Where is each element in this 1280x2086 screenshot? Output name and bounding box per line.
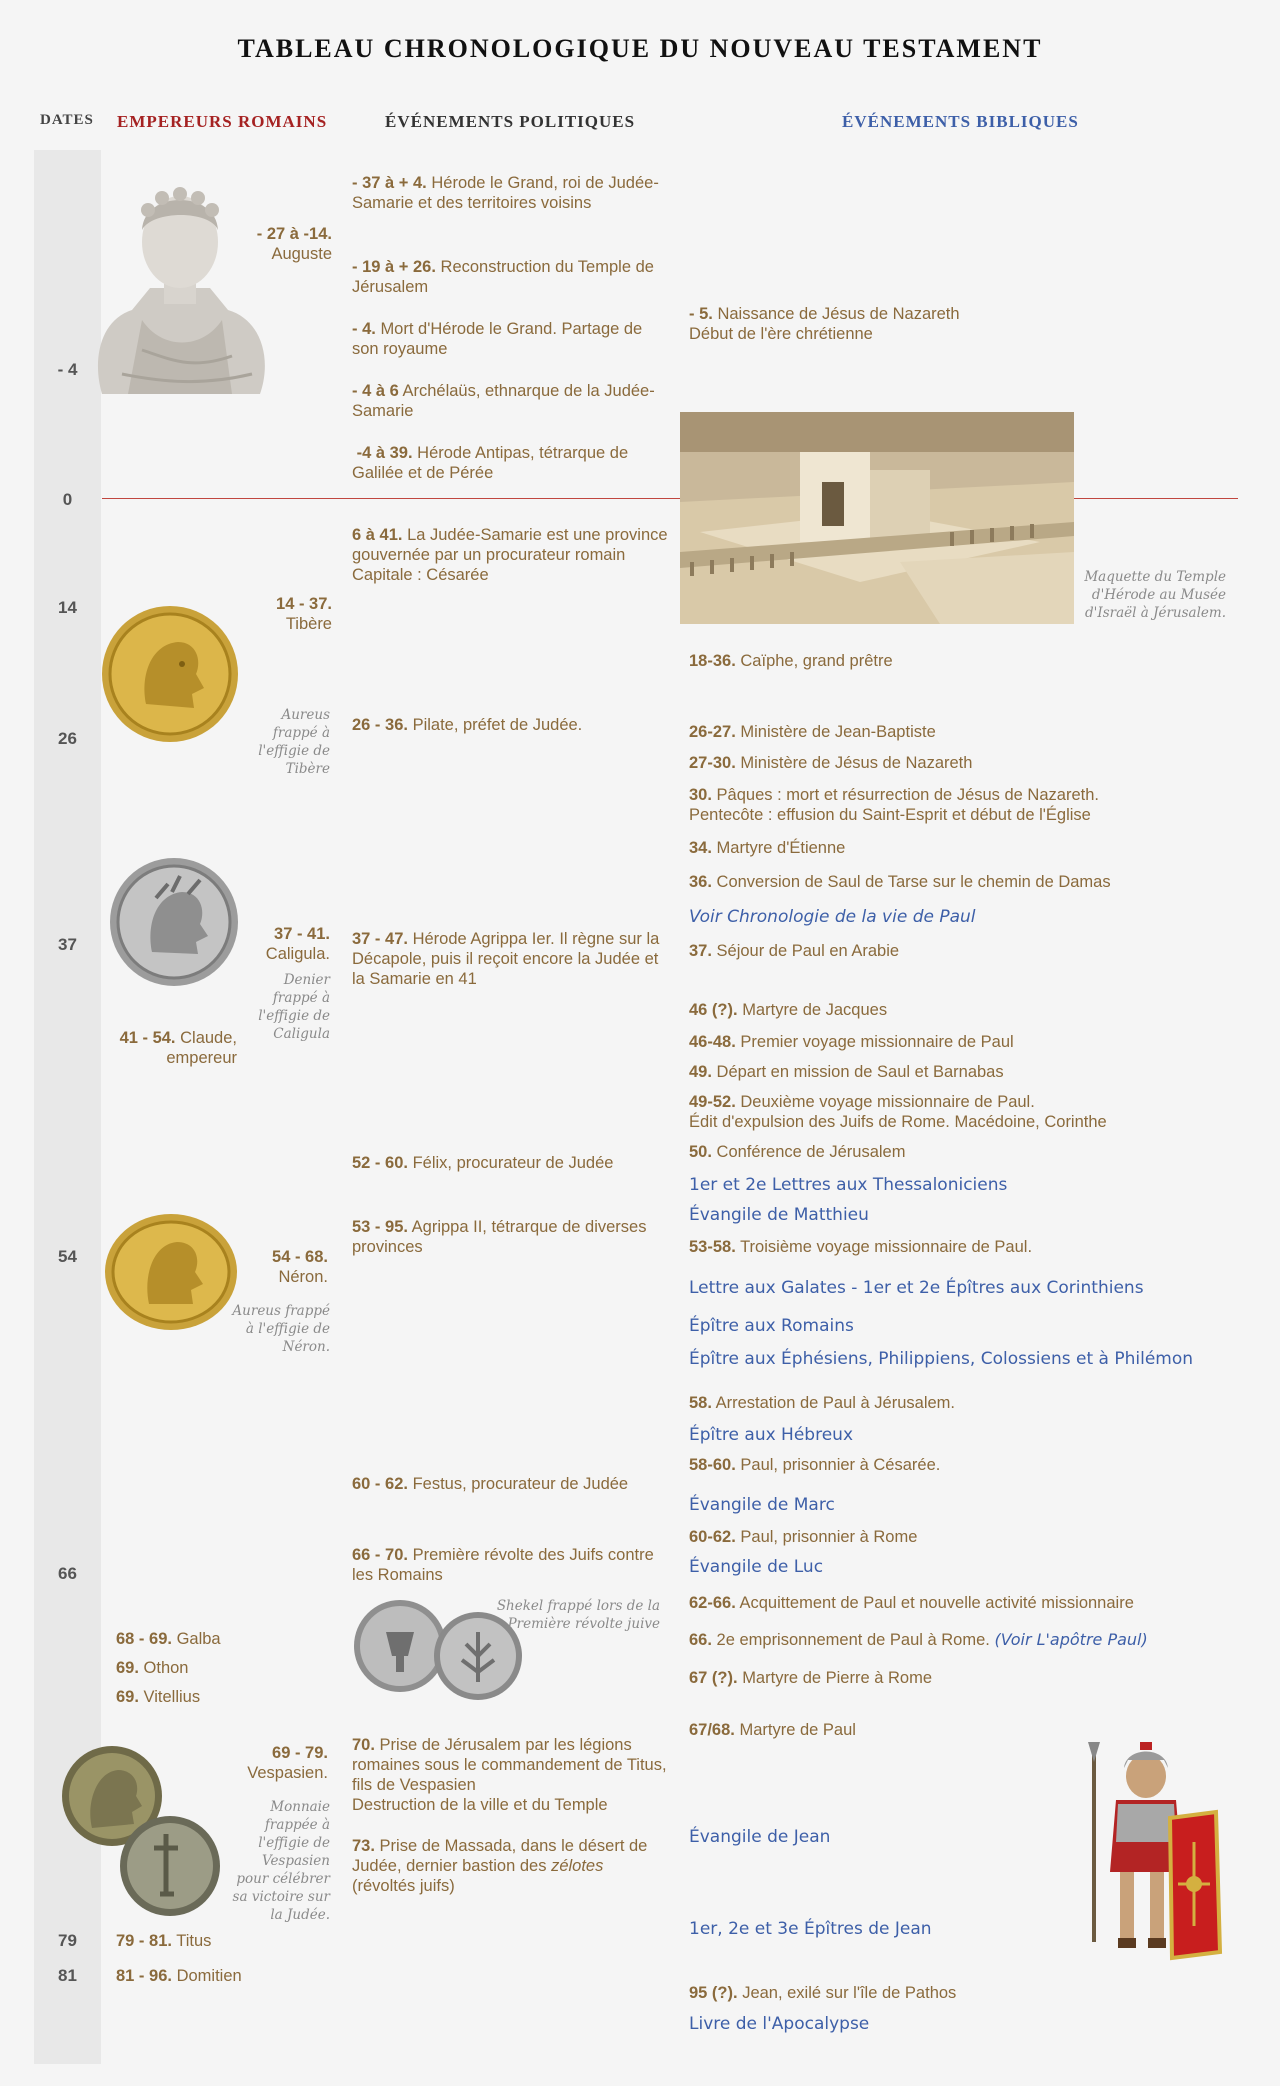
date-label: 54 — [58, 1247, 77, 1266]
emperor-entry: 41 - 54. Claude, empereur — [119, 1029, 237, 1067]
biblical-event: 46 (?). Martyre de Jacques — [689, 1001, 888, 1019]
biblical-event: 67/68. Martyre de Paul — [689, 1721, 856, 1739]
vespasian-caption: Monnaie frappée à l'effigie de Vespasien pour célébrer sa victoire sur la Judée. — [232, 1799, 330, 1923]
vespasian-coins-image — [56, 1744, 232, 1920]
emperor-entry: 69. Othon — [116, 1659, 189, 1677]
biblical-event: - 5. Naissance de Jésus de Nazareth Début de l'ère chrétienne — [689, 305, 960, 343]
biblical-event: 58. Arrestation de Paul à Jérusalem. — [689, 1394, 955, 1412]
political-event: 52 - 60. Félix, procurateur de Judée — [352, 1154, 614, 1172]
link-apocalypse[interactable]: Livre de l'Apocalypse — [689, 2014, 870, 2034]
header-dates: DATES — [40, 112, 94, 128]
political-event: 37 - 47. Hérode Agrippa Ier. Il règne sur la Décapole, puis il reçoit encore la Judée et la Samarie en 41 — [352, 930, 660, 988]
link-romains[interactable]: Épître aux Romains — [689, 1316, 854, 1336]
biblical-event: 27-30. Ministère de Jésus de Nazareth — [689, 754, 973, 772]
date-label: - 4 — [57, 360, 78, 379]
shekel-caption: Shekel frappé lors de la Première révolte juive — [496, 1598, 660, 1632]
political-event: 70. Prise de Jérusalem par les légions romaines sous le commandement de Titus, fils de Vespasien Destruction de la ville et du Temple — [352, 1736, 667, 1814]
link-epitres-jean[interactable]: 1er, 2e et 3e Épîtres de Jean — [689, 1919, 932, 1939]
biblical-event: 30. Pâques : mort et résurrection de Jésus de Nazareth. Pentecôte : effusion du Saint-Esprit et début de l'Église — [689, 786, 1099, 824]
caligula-caption: Denier frappé à l'effigie de Caligula — [258, 972, 330, 1042]
emperor-entry: - 27 à -14. Auguste — [256, 225, 332, 263]
political-event: -4 à 39. Hérode Antipas, tétrarque de Galilée et de Pérée — [352, 444, 629, 482]
augustus-bust-image — [82, 160, 278, 394]
date-label: 37 — [58, 935, 77, 954]
nero-coin-image — [103, 1212, 239, 1332]
biblical-event: 95 (?). Jean, exilé sur l'île de Pathos — [689, 1984, 957, 2002]
political-event: - 37 à + 4. Hérode le Grand, roi de Judée-Samarie et des territoires voisins — [352, 174, 659, 212]
biblical-event: 18-36. Caïphe, grand prêtre — [689, 652, 893, 670]
political-event: 60 - 62. Festus, procurateur de Judée — [352, 1475, 629, 1493]
biblical-event: 60-62. Paul, prisonnier à Rome — [689, 1528, 918, 1546]
emperor-entry: 54 - 68. Néron. — [272, 1248, 328, 1286]
temple-caption: Maquette du Temple d'Hérode au Musée d'Israël à Jérusalem. — [1084, 569, 1226, 621]
date-label: 26 — [58, 729, 77, 748]
biblical-event: 37. Séjour de Paul en Arabie — [689, 942, 900, 960]
emperor-entry: 68 - 69. Galba — [116, 1630, 221, 1648]
date-label: 66 — [58, 1564, 77, 1583]
link-ephesiens[interactable]: Épître aux Éphésiens, Philippiens, Colossiens et à Philémon — [689, 1349, 1194, 1369]
biblical-event: 49-52. Deuxième voyage missionnaire de Paul. Édit d'expulsion des Juifs de Rome. Macédoine, Corinthe — [689, 1093, 1107, 1131]
link-marc[interactable]: Évangile de Marc — [689, 1495, 835, 1515]
emperor-entry: 37 - 41. Caligula. — [265, 925, 330, 963]
biblical-event: 53-58. Troisième voyage missionnaire de Paul. — [689, 1238, 1033, 1256]
date-label: 14 — [58, 598, 77, 617]
roman-soldier-image — [1080, 1742, 1226, 1968]
date-label: 81 — [58, 1966, 77, 1985]
page-title: TABLEAU CHRONOLOGIQUE DU NOUVEAU TESTAMENT — [237, 34, 1043, 63]
political-event: 6 à 41. La Judée-Samarie est une province gouvernée par un procurateur romain Capitale : Césarée — [352, 526, 668, 584]
emperor-entry: 79 - 81. Titus — [116, 1932, 212, 1950]
link-hebreux[interactable]: Épître aux Hébreux — [689, 1425, 853, 1445]
date-label: 79 — [58, 1931, 77, 1950]
biblical-event: 66. 2e emprisonnement de Paul à Rome. (Voir L'apôtre Paul) — [689, 1630, 1148, 1649]
date-label: 0 — [62, 490, 73, 509]
link-luc[interactable]: Évangile de Luc — [689, 1557, 824, 1577]
nero-caption: Aureus frappé à l'effigie de Néron. — [232, 1303, 330, 1355]
biblical-event: 58-60. Paul, prisonnier à Césarée. — [689, 1456, 941, 1474]
emperor-entry: 69. Vitellius — [116, 1688, 201, 1706]
header-emperors: EMPEREURS ROMAINS — [117, 112, 328, 131]
biblical-event: 67 (?). Martyre de Pierre à Rome — [689, 1669, 933, 1687]
link-thessaloniciens[interactable]: 1er et 2e Lettres aux Thessaloniciens — [689, 1175, 1008, 1195]
link-galates-corinthiens[interactable]: Lettre aux Galates - 1er et 2e Épîtres aux Corinthiens — [689, 1278, 1144, 1298]
political-event: - 4 à 6 Archélaüs, ethnarque de la Judée- Samarie — [352, 382, 655, 420]
biblical-event: 36. Conversion de Saul de Tarse sur le chemin de Damas — [689, 873, 1111, 891]
biblical-event: 50. Conférence de Jérusalem — [689, 1143, 906, 1161]
political-event: 73. Prise de Massada, dans le désert de Judée, dernier bastion des zélotes (révoltés juifs) — [352, 1837, 648, 1895]
biblical-event: 34. Martyre d'Étienne — [689, 839, 846, 857]
political-event: 53 - 95. Agrippa II, tétrarque de diverses provinces — [352, 1218, 647, 1256]
temple-model-image — [680, 412, 1074, 624]
link-matthieu[interactable]: Évangile de Matthieu — [689, 1205, 869, 1225]
political-event: 26 - 36. Pilate, préfet de Judée. — [352, 716, 583, 734]
emperor-entry: 14 - 37. Tibère — [276, 595, 332, 633]
header-political: ÉVÉNEMENTS POLITIQUES — [385, 112, 636, 131]
biblical-event: 62-66. Acquittement de Paul et nouvelle activité missionnaire — [689, 1594, 1134, 1612]
biblical-event: 46-48. Premier voyage missionnaire de Paul — [689, 1033, 1014, 1051]
caligula-coin-image — [108, 856, 240, 988]
biblical-event: 26-27. Ministère de Jean-Baptiste — [689, 723, 936, 741]
emperor-entry: 81 - 96. Domitien — [116, 1967, 242, 1985]
link-jean[interactable]: Évangile de Jean — [689, 1827, 831, 1847]
link-apotre-paul[interactable]: (Voir L'apôtre Paul) — [994, 1630, 1148, 1649]
political-event: - 19 à + 26. Reconstruction du Temple de Jérusalem — [352, 258, 654, 296]
political-event: 66 - 70. Première révolte des Juifs contre les Romains — [352, 1546, 654, 1584]
link-chronologie-paul[interactable]: Voir Chronologie de la vie de Paul — [689, 907, 976, 927]
political-event: - 4. Mort d'Hérode le Grand. Partage de son royaume — [352, 320, 643, 358]
header-biblical: ÉVÉNEMENTS BIBLIQUES — [842, 112, 1079, 131]
biblical-event: 49. Départ en mission de Saul et Barnabas — [689, 1063, 1004, 1081]
emperor-entry: 69 - 79. Vespasien. — [247, 1744, 328, 1782]
tiberius-caption: Aureus frappé à l'effigie de Tibère — [258, 707, 330, 777]
